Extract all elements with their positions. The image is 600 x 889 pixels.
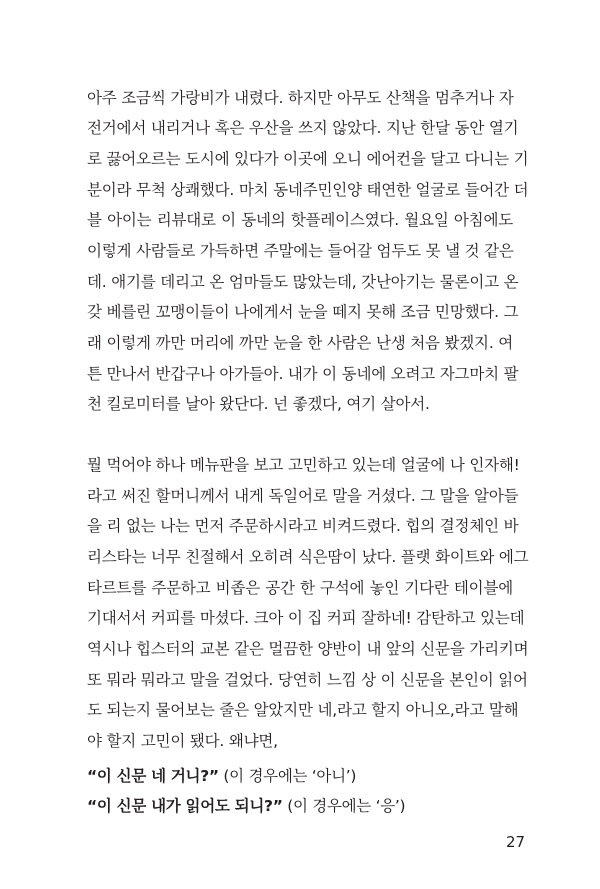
text-line: 타르트를 주문하고 비좁은 공간 한 구석에 놓인 기다란 테이블에 <box>87 579 513 597</box>
quote-question: “이 신문 내가 읽어도 되니?” <box>87 797 283 815</box>
text-line: 분이라 무척 상쾌했다. 마치 동네주민인양 태연한 얼굴로 들어간 더 <box>87 181 529 199</box>
quote-note: (이 경우에는 ‘응’) <box>282 797 406 815</box>
text-line: 을 리 없는 나는 먼저 주문하시라고 비켜드렸다. 힙의 결정체인 바 <box>87 517 519 535</box>
text-line: 로 끓어오르는 도시에 있다가 이곳에 오니 에어컨을 달고 다니는 기 <box>87 150 529 168</box>
text-line: 뭘 먹어야 하나 메뉴판을 보고 고민하고 있는데 얼굴에 나 인자해! <box>87 456 520 474</box>
text-line: 기대서서 커피를 마셨다. 크아 이 집 커피 잘하네! 감탄하고 있는데 <box>87 609 525 627</box>
text-line: 블 아이는 리뷰대로 이 동네의 핫플레이스였다. 월요일 아침에도 <box>87 211 513 229</box>
quote-note: (이 경우에는 ‘아니’) <box>218 767 357 785</box>
text-line: 도 되는지 물어보는 줄은 알았지만 네,라고 할지 아니오,라고 말해 <box>87 701 519 719</box>
text-line: 래 이렇게 까만 머리에 까만 눈을 한 사람은 난생 처음 봤겠지. 여 <box>87 334 514 352</box>
text-line: 천 킬로미터를 날아 왔단다. 넌 좋겠다, 여기 살아서. <box>87 395 430 413</box>
text-line: 역시나 힙스터의 교본 같은 멀끔한 양반이 내 앞의 신문을 가리키며 <box>87 640 529 658</box>
text-line: 또 뭐라 뭐라고 말을 걸었다. 당연히 느낌 상 이 신문을 본인이 읽어 <box>87 671 528 689</box>
text-line: 전거에서 내리거나 혹은 우산을 쓰지 않았다. 지난 한달 동안 열기 <box>87 119 519 137</box>
text-line: 튼 만나서 반갑구나 아가들아. 내가 이 동네에 오려고 자그마치 팔 <box>87 365 519 383</box>
text-line: 라고 써진 할머니께서 내게 독일어로 말을 거셨다. 그 말을 알아들 <box>87 487 519 505</box>
page-number: 27 <box>506 833 526 851</box>
text-line: 갖 베를린 꼬맹이들이 나에게서 눈을 떼지 못해 조금 민망했다. 그 <box>87 303 519 321</box>
quote-line <box>87 796 405 816</box>
text-line: 이렇게 사람들로 가득하면 주말에는 들어갈 엄두도 못 낼 것 같은 <box>87 242 514 260</box>
text-line: 데. 애기를 데리고 온 엄마들도 많았는데, 갓난아기는 물론이고 온 <box>87 273 519 291</box>
quote-question: “이 신문 네 거니?” <box>87 767 219 785</box>
text-line: 야 할지 고민이 됐다. 왜냐면, <box>87 732 278 750</box>
text-line: 아주 조금씩 가랑비가 내렸다. 하지만 아무도 산책을 멈추거나 자 <box>87 89 514 107</box>
text-line: 리스타는 너무 친절해서 오히려 식은땀이 났다. 플랫 화이트와 에그 <box>87 548 529 566</box>
quote-line <box>87 766 356 786</box>
